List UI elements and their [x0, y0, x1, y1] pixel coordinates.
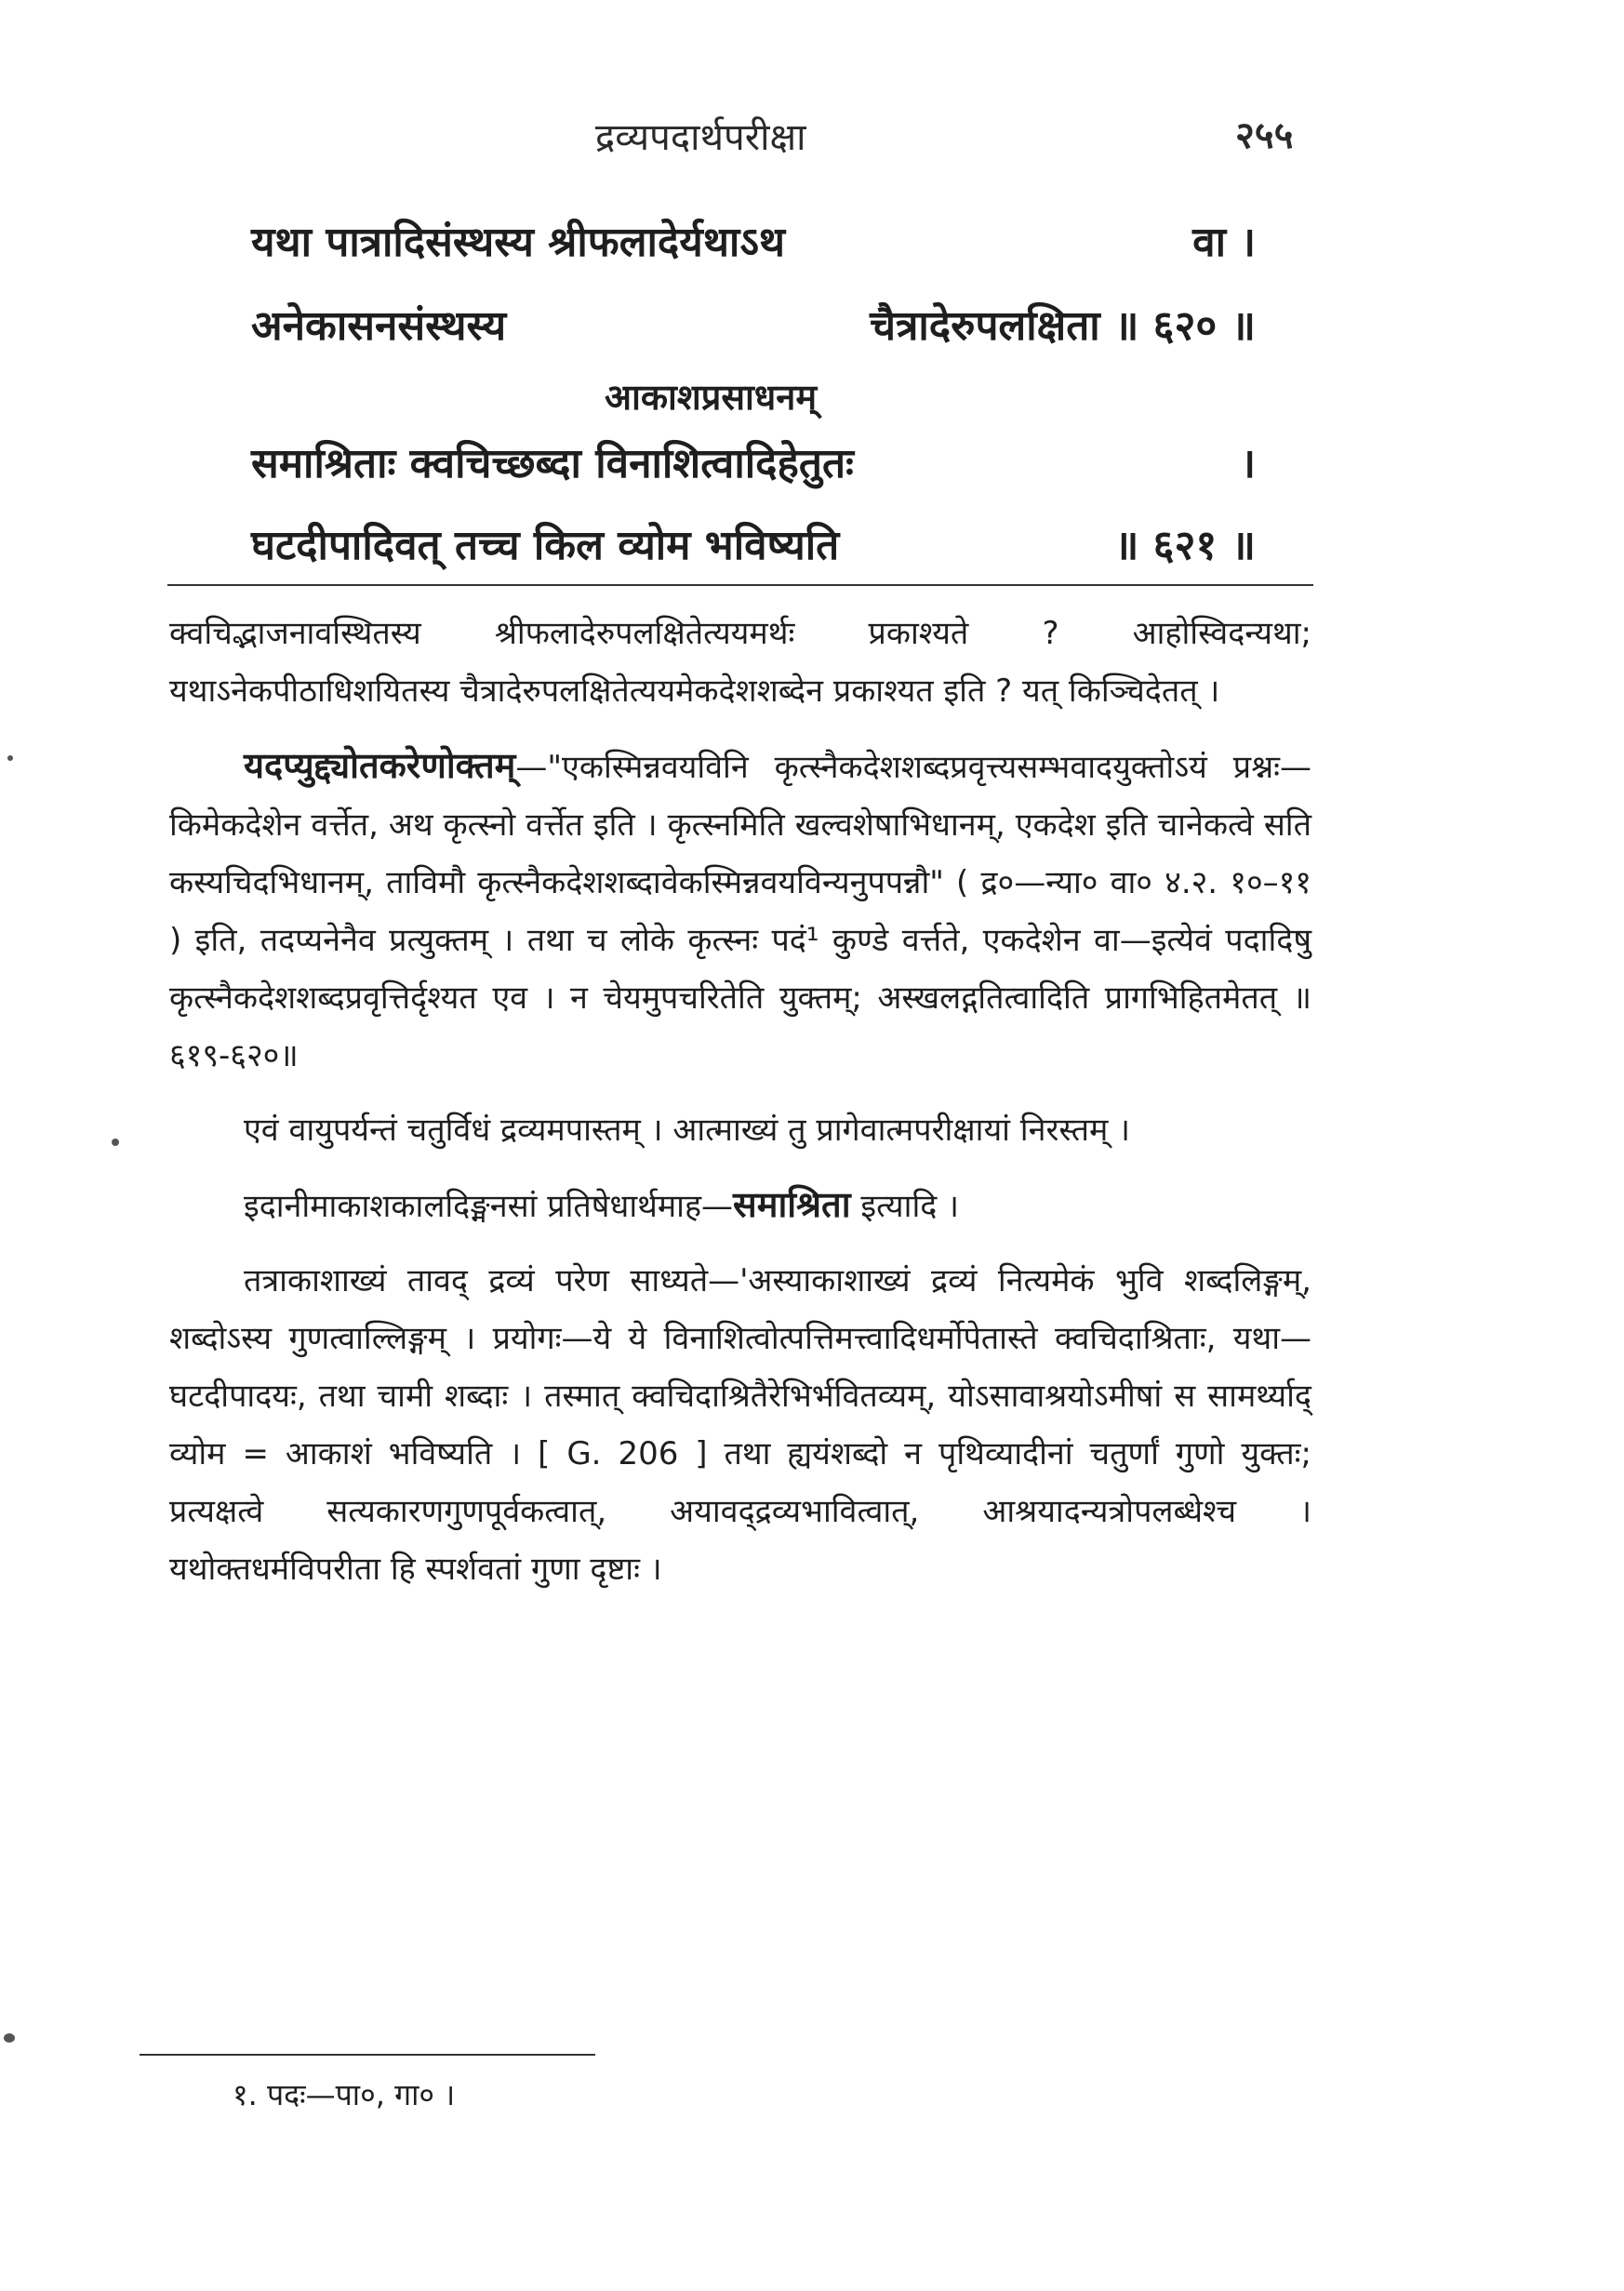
commentary-paragraph-2	[169, 737, 1311, 1085]
verse-line-1-text: यथा पात्रादिसंस्थस्य श्रीफलादेर्यथाऽथ	[251, 219, 785, 266]
verse-line-2-text: अनेकासनसंस्थस्य	[251, 302, 507, 350]
verse-line-2-end: चैत्रादेरुपलक्षिता ॥ ६२० ॥	[870, 302, 1256, 350]
verse-line-3-text: समाश्रिताः क्वचिच्छब्दा विनाशित्वादिहेतुतः	[251, 440, 854, 487]
verse-line-4-end: ॥ ६२१ ॥	[1114, 522, 1256, 569]
paragraph-5-text: तत्राकाशाख्यं तावद् द्रव्यं परेण साध्यते—'अस्याकाशाख्यं द्रव्यं नित्यमेकं भुवि शब्दलिङ्गम्, शब्दोऽस्य गुणत्वाल्लिङ्गम् । प्रयोगः—ये ये विनाशित्वोत्पत्तिमत्त्वादिधर्मोपेतास्ते क्वचिदाश्रिताः, यथा—घटदीपादयः, तथा चामी शब्दाः । तस्मात् क्वचिदाश्रितैरेभिर्भवितव्यम्, योऽसावाश्रयोऽमीषां स सामर्थ्याद् व्योम = आकाशं भविष्यति । [ G. 206 ] तथा ह्ययंशब्दो न पृथिव्यादीनां चतुर्णां गुणो युक्तः; प्रत्यक्षत्वे सत्यकारणगुणपूर्वकत्वात्, अयावद्द्रव्यभावित्वात्, आश्रयादन्यत्रोपलब्धेश्च । यथोक्तधर्मविपरीता हि स्पर्शवतां गुणा दृष्टाः ।	[169, 1262, 1311, 1588]
commentary-paragraph-1	[169, 605, 1311, 720]
paragraph-4-text-before: इदानीमाकाशकालदिङ्मनसां प्रतिषेधार्थमाह—	[244, 1188, 734, 1225]
verse-commentary-divider	[167, 584, 1313, 586]
scan-speck	[112, 1139, 119, 1146]
section-heading: आकाशप्रसाधनम्	[605, 377, 818, 418]
running-header-title: द्रव्यपदार्थपरीक्षा	[595, 116, 806, 159]
paragraph-1-text: क्वचिद्भाजनावस्थितस्य श्रीफलादेरुपलक्षितेत्ययमर्थः प्रकाश्यते ? आहोस्विदन्यथा; यथाऽनेकपीठाधिशयितस्य चैत्रादेरुपलक्षितेत्ययमेकदेशशब्देन प्रकाश्यत इति ? यत् किञ्चिदेतत् ।	[169, 615, 1311, 710]
page-number: २५५	[1235, 114, 1294, 157]
scan-speck	[4, 2033, 15, 2043]
paragraph-2-lead: यदप्युद्द्योतकरेणोक्तम्	[244, 745, 516, 786]
verse-line-4-text: घटदीपादिवत् तच्च किल व्योम भविष्यति	[251, 522, 840, 569]
verse-line-3-end: ।	[1240, 440, 1256, 487]
commentary-paragraph-4	[169, 1176, 1311, 1235]
footnote: १. पदः—पा०, गा० ।	[233, 2077, 456, 2112]
commentary-body	[169, 605, 1311, 1615]
commentary-paragraph-5	[169, 1252, 1311, 1598]
paragraph-3-text: एवं वायुपर्यन्तं चतुर्विधं द्रव्यमपास्तम् । आत्माख्यं तु प्रागेवात्मपरीक्षायां निरस्तम् ।	[244, 1112, 1131, 1149]
paragraph-4-text-after: इत्यादि ।	[850, 1188, 960, 1225]
paragraph-4-bold-term: समाश्रिता	[733, 1184, 851, 1225]
footnote-divider	[140, 2054, 595, 2056]
verse-line-1-end: वा ।	[1192, 219, 1256, 266]
commentary-paragraph-3	[169, 1101, 1311, 1159]
scan-speck	[7, 755, 13, 761]
paragraph-2-text: —"एकस्मिन्नवयविनि कृत्स्नैकदेशशब्दप्रवृत्त्यसम्भवादयुक्तोऽयं प्रश्नः—किमेकदेशेन वर्त्तेत, अथ कृत्स्नो वर्त्तेत इति । कृत्स्नमिति खल्वशेषाभिधानम्, एकदेश इति चानेकत्वे सति कस्यचिदभिधानम्, ताविमौ कृत्स्नैकदेशशब्दावेकस्मिन्नवयविन्यनुपपन्नौ" ( द्र०—न्या० वा० ४.२. १०–११ ) इति, तदप्यनेनैव प्रत्युक्तम् । तथा च लोके कृत्स्नः पदं¹ कुण्डे वर्त्तते, एकदेशेन वा—इत्येवं पदादिषु कृत्स्नैकदेशशब्दप्रवृत्तिर्दृश्यत एव । न चेयमुपचरितेति युक्तम्; अस्खलद्गतित्वादिति प्रागभिहितमेतत् ॥६१९-६२०॥	[169, 749, 1311, 1074]
